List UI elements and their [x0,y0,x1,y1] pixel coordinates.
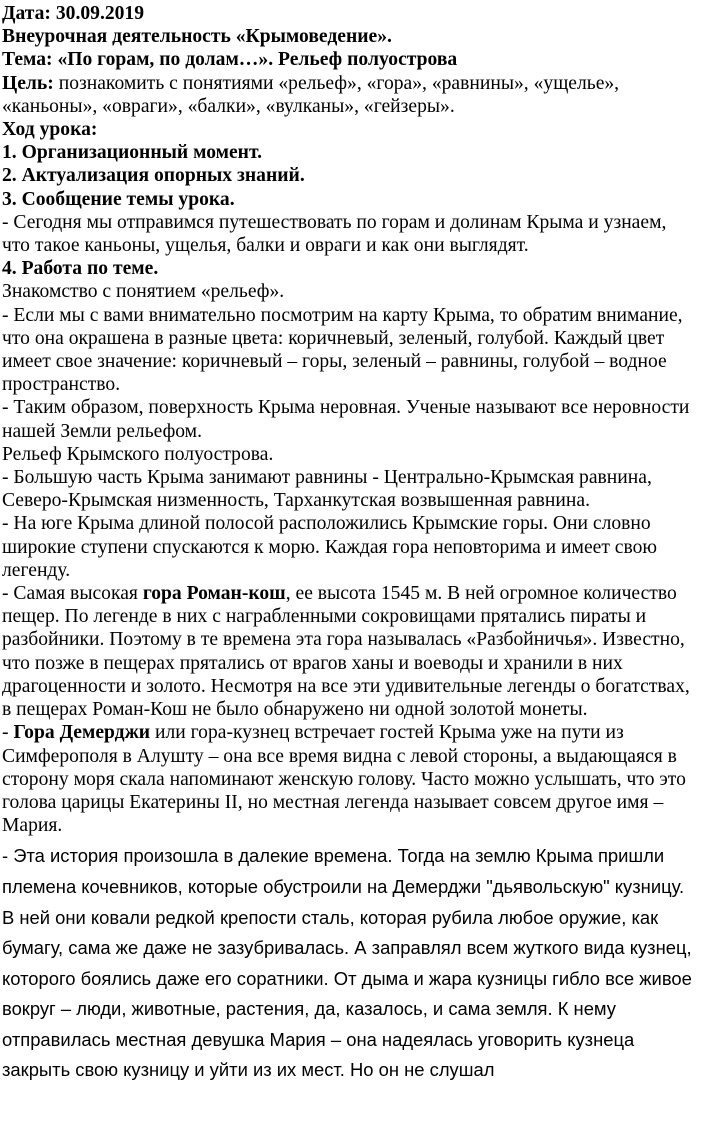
lesson-goal [2,72,698,118]
demerdzhi-paragraph: - Гора Демерджи или гора-кузнец встречает гостей Крыма уже на пути из Симферополя в Алушту – она все время видна с левой стороны, а выдающаяся в сторону моря скала напоминают женскую голову. Часто можно услышать, что это голова царицы Екатерины II, но местная легенда называет совсем другое имя – Мария. [2,722,686,837]
relief-intro: Знакомство с понятием «рельеф». [2,281,285,303]
plains-paragraph: - Большую часть Крыма занимают равнины - Центрально-Крымская равнина, Северо-Крымская низменность, Тарханкутская возвышенная равнина. [2,467,652,512]
demerdzhi-term: Гора Демерджи [13,722,151,744]
roman-kosh-paragraph: - Самая высокая гора Роман-кош, ее высота 1545 м. В ней огромное количество пещер. По легенде в них с награбленными сокровищами прятались пираты и разбойники. Поэтому в те времена эта гора называлась «Разбойничья». Известно, что позже в пещерах прятались от врагов ханы и воеводы и хранили в них драгоценности и золото. Несмотря на все эти удивительные легенды о богатствах, в пещерах Роман-Кош не было обнаружено ни одной золотой монеты. [2,583,690,721]
step-3-heading: 3. Сообщение темы урока. [2,188,235,210]
course-heading: Ход урока: [2,119,98,141]
legend-paragraph: - Эта история произошла в далекие времена. Тогда на землю Крыма пришли племена кочевников, которые обустроили на Демерджи "дьявольскую" кузницу. В ней они ковали редкой крепости сталь, которая рубила любое оружие, как бумагу, сама же даже не зазубривалась. А заправлял всем жуткого вида кузнец, которого боялись даже его соратники. От дыма и жара кузницы гибло все живое вокруг – люди, животные, растения, да, казалось, и сама земля. К нему отправилась местная девушка Мария – она надеялась уговорить кузнеца закрыть свою кузницу и уйти из их мест. Но он не слушал [2,845,692,1081]
mountains-paragraph: - На юге Крыма длиной полосой расположились Крымские горы. Они словно широкие ступени спускаются к морю. Каждая гора неповторима и имеет свою легенду. [2,513,658,581]
legend-sans-block [2,841,698,1086]
roman-kosh-term: гора Роман-кош [142,583,286,605]
step-2-heading: 2. Актуализация опорных знаний. [2,165,305,187]
step-3-text: - Сегодня мы отправимся путешествовать по горам и долинам Крыма и узнаем, что такое каньоны, ущелья, балки и овраги и как они выглядят. [2,211,667,257]
lesson-date: Дата: 30.09.2019 [2,3,145,24]
lesson-activity: Внеурочная деятельность «Крымоведение». [2,26,392,48]
goal-label: Цель: [2,72,54,94]
lesson-plan-serif-block [2,2,698,837]
map-colors-paragraph: - Если мы с вами внимательно посмотрим на карту Крыма, то обратим внимание, что она окрашена в разные цвета: коричневый, зеленый, голубой. Каждый цвет имеет свое значение: коричневый – горы, зеленый – равнины, голубой – водное пространство. [2,304,683,396]
uneven-surface-paragraph: - Таким образом, поверхность Крыма неровная. Ученые называют все неровности нашей Земли рельефом. [2,397,690,442]
goal-text: познакомить с понятиями «рельеф», «гора», «равнины», «ущелье», «каньоны», «овраги», «балки», «вулканы», «гейзеры». [2,72,620,117]
step-1-heading: 1. Организационный момент. [2,142,263,164]
crimea-relief-heading: Рельеф Крымского полуострова. [2,443,274,465]
lesson-topic: Тема: «По горам, по долам…». Рельеф полуострова [2,49,458,71]
step-4-heading: 4. Работа по теме. [2,258,159,280]
